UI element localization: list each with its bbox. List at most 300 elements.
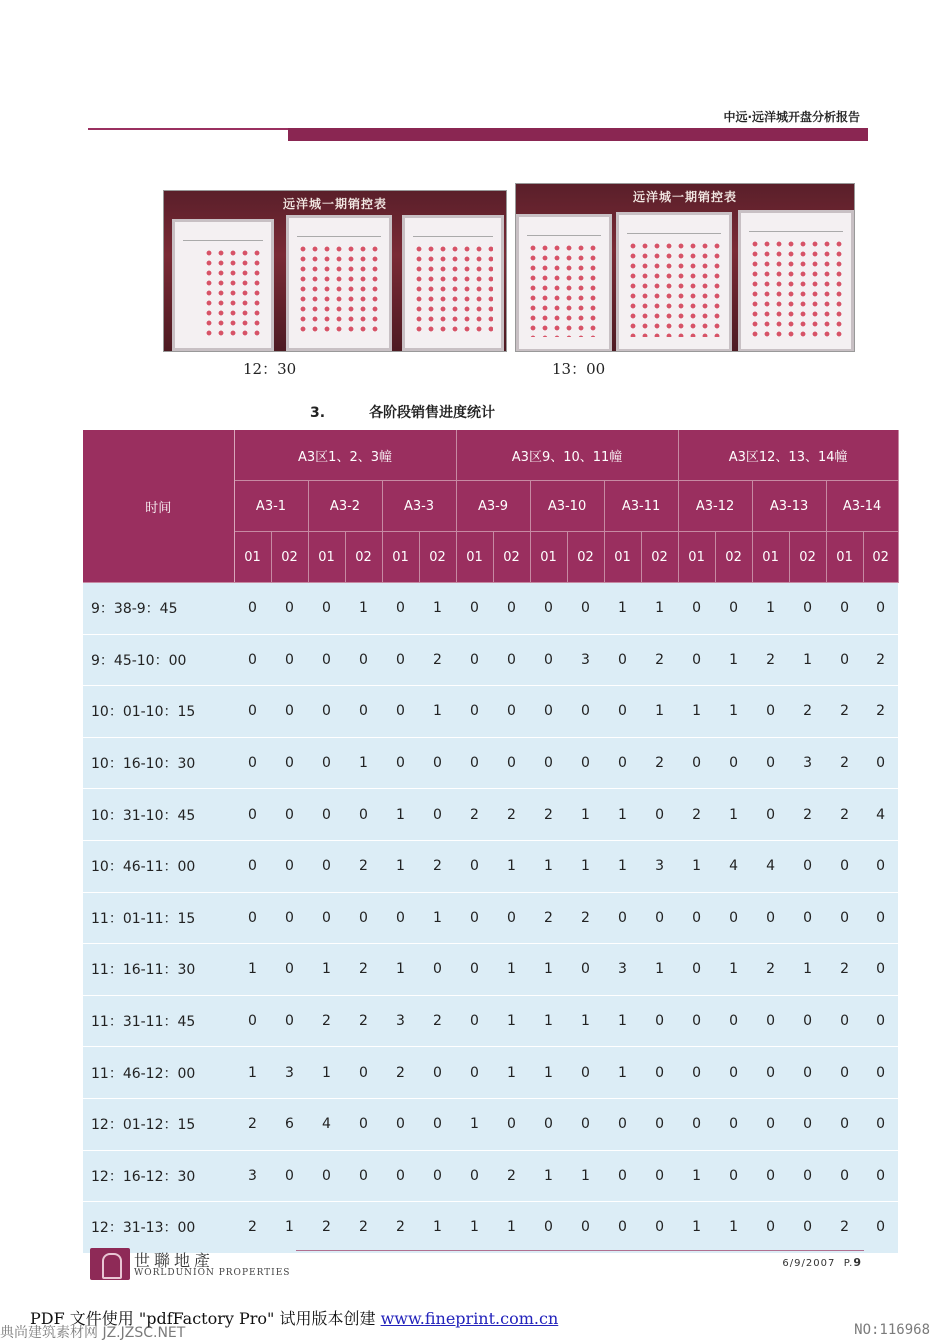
value-cell: 1 xyxy=(493,1047,530,1099)
value-cell: 1 xyxy=(678,686,715,738)
value-cell: 0 xyxy=(456,686,493,738)
value-cell: 1 xyxy=(789,944,826,996)
value-cell: 1 xyxy=(493,995,530,1047)
value-cell: 0 xyxy=(419,1098,456,1150)
value-cell: 0 xyxy=(715,583,752,635)
value-cell: 0 xyxy=(308,1150,345,1202)
value-cell: 0 xyxy=(678,583,715,635)
time-cell: 12：16-12：30 xyxy=(83,1150,234,1202)
value-cell: 1 xyxy=(567,995,604,1047)
pdf-note-text: PDF 文件使用 "pdfFactory Pro" 试用版本创建 xyxy=(30,1309,381,1328)
footer-date: 6/9/2007 xyxy=(782,1258,836,1269)
value-cell: 1 xyxy=(678,1150,715,1202)
table-row xyxy=(83,840,898,892)
value-cell: 0 xyxy=(456,840,493,892)
value-cell: 2 xyxy=(345,1202,382,1254)
value-cell: 1 xyxy=(715,944,752,996)
unit-header: 02 xyxy=(789,532,826,583)
value-cell: 2 xyxy=(456,789,493,841)
value-cell: 1 xyxy=(456,1202,493,1254)
value-cell: 2 xyxy=(826,686,863,738)
photo-caption-2: 13：00 xyxy=(552,360,606,378)
value-cell: 0 xyxy=(271,840,308,892)
unit-header: 01 xyxy=(530,532,567,583)
value-cell: 4 xyxy=(715,840,752,892)
value-cell: 1 xyxy=(715,1202,752,1254)
value-cell: 0 xyxy=(382,634,419,686)
value-cell: 2 xyxy=(641,634,678,686)
time-cell: 11：46-12：00 xyxy=(83,1047,234,1099)
value-cell: 1 xyxy=(789,634,826,686)
footer-logo-en: WORLDUNION PROPERTIES xyxy=(134,1268,291,1278)
value-cell: 0 xyxy=(345,634,382,686)
value-cell: 0 xyxy=(641,1047,678,1099)
value-cell: 0 xyxy=(382,686,419,738)
photo-banner: 远洋城一期销控表 xyxy=(632,190,737,204)
pdf-note-link[interactable]: www.fineprint.com.cn xyxy=(380,1309,559,1328)
value-cell: 0 xyxy=(826,995,863,1047)
time-cell: 11：31-11：45 xyxy=(83,995,234,1047)
value-cell: 2 xyxy=(308,1202,345,1254)
unit-header: 02 xyxy=(419,532,456,583)
time-cell: 9：38-9：45 xyxy=(83,583,234,635)
value-cell: 0 xyxy=(789,1150,826,1202)
value-cell: 2 xyxy=(234,1098,271,1150)
value-cell: 0 xyxy=(234,583,271,635)
value-cell: 0 xyxy=(530,583,567,635)
value-cell: 1 xyxy=(641,583,678,635)
table-row xyxy=(83,1098,898,1150)
value-cell: 0 xyxy=(826,1098,863,1150)
value-cell: 2 xyxy=(419,995,456,1047)
value-cell: 1 xyxy=(456,1098,493,1150)
value-cell: 1 xyxy=(382,944,419,996)
value-cell: 0 xyxy=(604,686,641,738)
building-header: A3-3 xyxy=(382,481,456,532)
value-cell: 2 xyxy=(826,1202,863,1254)
value-cell: 2 xyxy=(752,634,789,686)
footer-rule xyxy=(296,1250,864,1251)
value-cell: 0 xyxy=(234,634,271,686)
value-cell: 0 xyxy=(419,737,456,789)
footer-logo-cn: 世聯地產 xyxy=(134,1251,215,1270)
value-cell: 0 xyxy=(641,789,678,841)
value-cell: 0 xyxy=(456,1150,493,1202)
value-cell: 0 xyxy=(789,892,826,944)
value-cell: 0 xyxy=(789,1047,826,1099)
unit-header: 01 xyxy=(382,532,419,583)
value-cell: 0 xyxy=(567,1202,604,1254)
value-cell: 2 xyxy=(345,995,382,1047)
time-header: 时间 xyxy=(83,430,234,583)
value-cell: 0 xyxy=(715,892,752,944)
value-cell: 0 xyxy=(382,1098,419,1150)
value-cell: 3 xyxy=(234,1150,271,1202)
value-cell: 0 xyxy=(604,737,641,789)
value-cell: 0 xyxy=(234,789,271,841)
section-title-text: 各阶段销售进度统计 xyxy=(369,405,496,421)
table-row xyxy=(83,789,898,841)
value-cell: 0 xyxy=(826,583,863,635)
value-cell: 1 xyxy=(715,634,752,686)
value-cell: 0 xyxy=(308,737,345,789)
value-cell: 0 xyxy=(308,634,345,686)
value-cell: 3 xyxy=(567,634,604,686)
value-cell: 0 xyxy=(382,892,419,944)
value-cell: 0 xyxy=(567,1047,604,1099)
value-cell: 0 xyxy=(641,1202,678,1254)
value-cell: 6 xyxy=(271,1098,308,1150)
value-cell: 0 xyxy=(752,1047,789,1099)
value-cell: 1 xyxy=(641,686,678,738)
value-cell: 1 xyxy=(567,840,604,892)
header-rule-thick xyxy=(288,128,868,141)
value-cell: 0 xyxy=(345,686,382,738)
value-cell: 1 xyxy=(604,1047,641,1099)
building-header: A3-11 xyxy=(604,481,678,532)
unit-header: 02 xyxy=(715,532,752,583)
value-cell: 0 xyxy=(308,686,345,738)
value-cell: 1 xyxy=(234,944,271,996)
value-cell: 0 xyxy=(678,995,715,1047)
value-cell: 1 xyxy=(419,1202,456,1254)
value-cell: 0 xyxy=(752,995,789,1047)
unit-header: 02 xyxy=(493,532,530,583)
value-cell: 0 xyxy=(271,789,308,841)
photo-sales-board-1300 xyxy=(515,183,855,352)
value-cell: 0 xyxy=(493,583,530,635)
value-cell: 0 xyxy=(752,1202,789,1254)
value-cell: 0 xyxy=(604,1150,641,1202)
value-cell: 3 xyxy=(382,995,419,1047)
value-cell: 0 xyxy=(493,686,530,738)
value-cell: 0 xyxy=(641,1098,678,1150)
value-cell: 0 xyxy=(715,995,752,1047)
value-cell: 2 xyxy=(345,840,382,892)
value-cell: 0 xyxy=(789,840,826,892)
value-cell: 1 xyxy=(382,789,419,841)
value-cell: 0 xyxy=(567,686,604,738)
worldunion-logo xyxy=(90,1248,130,1280)
sales-progress-table xyxy=(83,430,899,1254)
value-cell: 0 xyxy=(382,737,419,789)
value-cell: 0 xyxy=(863,892,898,944)
building-header: A3-12 xyxy=(678,481,752,532)
value-cell: 1 xyxy=(604,995,641,1047)
time-cell: 12：31-13：00 xyxy=(83,1202,234,1254)
value-cell: 0 xyxy=(863,944,898,996)
value-cell: 0 xyxy=(604,1202,641,1254)
value-cell: 0 xyxy=(493,1098,530,1150)
value-cell: 1 xyxy=(345,737,382,789)
unit-header: 01 xyxy=(234,532,271,583)
footer-page-number: 9 xyxy=(853,1256,862,1269)
header-rule-thin xyxy=(88,128,288,130)
value-cell: 3 xyxy=(271,1047,308,1099)
value-cell: 0 xyxy=(419,1047,456,1099)
value-cell: 0 xyxy=(271,583,308,635)
value-cell: 0 xyxy=(752,892,789,944)
sales-board xyxy=(172,219,274,351)
footer-page-label: P. xyxy=(843,1258,854,1269)
time-cell: 11：16-11：30 xyxy=(83,944,234,996)
value-cell: 0 xyxy=(271,892,308,944)
table-row xyxy=(83,583,898,635)
table-row xyxy=(83,1202,898,1254)
value-cell: 0 xyxy=(826,1150,863,1202)
value-cell: 0 xyxy=(789,1098,826,1150)
value-cell: 4 xyxy=(863,789,898,841)
value-cell: 0 xyxy=(271,995,308,1047)
time-cell: 10：31-10：45 xyxy=(83,789,234,841)
value-cell: 0 xyxy=(752,1098,789,1150)
value-cell: 0 xyxy=(826,840,863,892)
time-cell: 12：01-12：15 xyxy=(83,1098,234,1150)
value-cell: 0 xyxy=(271,1150,308,1202)
building-header: A3-14 xyxy=(826,481,898,532)
value-cell: 1 xyxy=(678,1202,715,1254)
value-cell: 1 xyxy=(604,583,641,635)
value-cell: 0 xyxy=(456,583,493,635)
unit-header: 02 xyxy=(345,532,382,583)
unit-header: 01 xyxy=(826,532,863,583)
table-row xyxy=(83,634,898,686)
building-header: A3-10 xyxy=(530,481,604,532)
value-cell: 0 xyxy=(530,634,567,686)
value-cell: 2 xyxy=(493,789,530,841)
value-cell: 2 xyxy=(863,634,898,686)
value-cell: 1 xyxy=(530,944,567,996)
value-cell: 0 xyxy=(678,1098,715,1150)
value-cell: 0 xyxy=(863,995,898,1047)
value-cell: 2 xyxy=(493,1150,530,1202)
value-cell: 0 xyxy=(271,737,308,789)
unit-header: 02 xyxy=(863,532,898,583)
table-row xyxy=(83,892,898,944)
table-row xyxy=(83,1150,898,1202)
value-cell: 0 xyxy=(308,583,345,635)
value-cell: 0 xyxy=(863,583,898,635)
value-cell: 0 xyxy=(567,583,604,635)
unit-header: 01 xyxy=(678,532,715,583)
value-cell: 0 xyxy=(567,944,604,996)
unit-header: 01 xyxy=(604,532,641,583)
table-row xyxy=(83,1047,898,1099)
value-cell: 2 xyxy=(752,944,789,996)
value-cell: 0 xyxy=(530,686,567,738)
unit-header: 02 xyxy=(567,532,604,583)
value-cell: 1 xyxy=(752,583,789,635)
value-cell: 2 xyxy=(382,1047,419,1099)
value-cell: 1 xyxy=(308,1047,345,1099)
building-header: A3-9 xyxy=(456,481,530,532)
value-cell: 2 xyxy=(863,686,898,738)
value-cell: 3 xyxy=(604,944,641,996)
value-cell: 1 xyxy=(493,840,530,892)
value-cell: 0 xyxy=(308,789,345,841)
value-cell: 0 xyxy=(678,944,715,996)
value-cell: 0 xyxy=(345,1047,382,1099)
value-cell: 0 xyxy=(678,634,715,686)
unit-header: 02 xyxy=(271,532,308,583)
table-row xyxy=(83,737,898,789)
value-cell: 0 xyxy=(789,995,826,1047)
value-cell: 1 xyxy=(419,892,456,944)
value-cell: 2 xyxy=(567,892,604,944)
value-cell: 1 xyxy=(530,995,567,1047)
group-header: A3区12、13、14幢 xyxy=(678,430,898,481)
value-cell: 2 xyxy=(789,686,826,738)
value-cell: 0 xyxy=(567,1098,604,1150)
time-cell: 10：46-11：00 xyxy=(83,840,234,892)
value-cell: 0 xyxy=(456,944,493,996)
value-cell: 2 xyxy=(419,634,456,686)
value-cell: 0 xyxy=(715,1047,752,1099)
value-cell: 2 xyxy=(530,892,567,944)
value-cell: 1 xyxy=(234,1047,271,1099)
value-cell: 1 xyxy=(271,1202,308,1254)
value-cell: 0 xyxy=(234,686,271,738)
watermark-right: NO:116968 xyxy=(854,1322,930,1338)
value-cell: 0 xyxy=(826,892,863,944)
sales-board xyxy=(738,210,854,352)
value-cell: 0 xyxy=(419,789,456,841)
value-cell: 0 xyxy=(863,1202,898,1254)
value-cell: 0 xyxy=(715,1098,752,1150)
value-cell: 3 xyxy=(789,737,826,789)
value-cell: 0 xyxy=(234,995,271,1047)
value-cell: 1 xyxy=(715,789,752,841)
value-cell: 0 xyxy=(752,737,789,789)
value-cell: 1 xyxy=(641,944,678,996)
value-cell: 0 xyxy=(604,892,641,944)
value-cell: 2 xyxy=(826,737,863,789)
sales-board xyxy=(616,212,732,352)
value-cell: 1 xyxy=(530,1150,567,1202)
value-cell: 0 xyxy=(382,1150,419,1202)
value-cell: 1 xyxy=(530,1047,567,1099)
value-cell: 0 xyxy=(345,1150,382,1202)
value-cell: 0 xyxy=(789,1202,826,1254)
time-cell: 11：01-11：15 xyxy=(83,892,234,944)
value-cell: 2 xyxy=(419,840,456,892)
value-cell: 0 xyxy=(641,995,678,1047)
value-cell: 0 xyxy=(308,892,345,944)
value-cell: 0 xyxy=(234,840,271,892)
time-cell: 10：16-10：30 xyxy=(83,737,234,789)
header-row-groups xyxy=(83,430,898,481)
value-cell: 1 xyxy=(530,840,567,892)
value-cell: 0 xyxy=(863,840,898,892)
value-cell: 0 xyxy=(752,1150,789,1202)
value-cell: 0 xyxy=(456,892,493,944)
value-cell: 2 xyxy=(530,789,567,841)
photo-caption-1: 12：30 xyxy=(243,360,297,378)
value-cell: 0 xyxy=(826,634,863,686)
section-number: 3. xyxy=(310,405,326,421)
value-cell: 0 xyxy=(715,1150,752,1202)
sales-board xyxy=(516,214,612,352)
header-title: 中远·远洋城开盘分析报告 xyxy=(723,110,860,124)
photo-banner: 远洋城一期销控表 xyxy=(282,197,387,211)
value-cell: 1 xyxy=(493,1202,530,1254)
value-cell: 0 xyxy=(419,1150,456,1202)
value-cell: 0 xyxy=(456,634,493,686)
value-cell: 3 xyxy=(641,840,678,892)
value-cell: 0 xyxy=(234,737,271,789)
value-cell: 1 xyxy=(419,686,456,738)
value-cell: 1 xyxy=(567,789,604,841)
section-title xyxy=(310,402,495,422)
unit-header: 01 xyxy=(308,532,345,583)
group-header: A3区1、2、3幢 xyxy=(234,430,456,481)
value-cell: 0 xyxy=(678,892,715,944)
value-cell: 2 xyxy=(308,995,345,1047)
building-header: A3-13 xyxy=(752,481,826,532)
value-cell: 0 xyxy=(863,1098,898,1150)
building-header: A3-2 xyxy=(308,481,382,532)
value-cell: 1 xyxy=(567,1150,604,1202)
time-cell: 10：01-10：15 xyxy=(83,686,234,738)
value-cell: 0 xyxy=(456,737,493,789)
footer-date-page xyxy=(782,1256,862,1269)
value-cell: 0 xyxy=(234,892,271,944)
value-cell: 1 xyxy=(345,583,382,635)
value-cell: 0 xyxy=(715,737,752,789)
value-cell: 0 xyxy=(382,583,419,635)
value-cell: 0 xyxy=(752,789,789,841)
watermark-left: 典尚建筑素材网 JZ.JZSC.NET xyxy=(0,1325,186,1341)
value-cell: 0 xyxy=(567,737,604,789)
value-cell: 0 xyxy=(604,1098,641,1150)
value-cell: 0 xyxy=(863,1047,898,1099)
unit-header: 02 xyxy=(641,532,678,583)
value-cell: 1 xyxy=(715,686,752,738)
value-cell: 4 xyxy=(308,1098,345,1150)
value-cell: 1 xyxy=(382,840,419,892)
value-cell: 0 xyxy=(826,1047,863,1099)
value-cell: 0 xyxy=(604,634,641,686)
table-row xyxy=(83,944,898,996)
unit-header: 01 xyxy=(456,532,493,583)
value-cell: 0 xyxy=(530,1202,567,1254)
value-cell: 2 xyxy=(641,737,678,789)
sales-board xyxy=(286,215,392,351)
value-cell: 0 xyxy=(493,737,530,789)
value-cell: 1 xyxy=(308,944,345,996)
value-cell: 0 xyxy=(456,995,493,1047)
building-header: A3-1 xyxy=(234,481,308,532)
value-cell: 0 xyxy=(345,892,382,944)
sales-board xyxy=(402,215,504,351)
group-header: A3区9、10、11幢 xyxy=(456,430,678,481)
value-cell: 0 xyxy=(419,944,456,996)
value-cell: 0 xyxy=(271,944,308,996)
value-cell: 0 xyxy=(271,686,308,738)
value-cell: 2 xyxy=(678,789,715,841)
value-cell: 0 xyxy=(863,1150,898,1202)
value-cell: 0 xyxy=(678,737,715,789)
value-cell: 0 xyxy=(345,1098,382,1150)
value-cell: 0 xyxy=(752,686,789,738)
value-cell: 0 xyxy=(678,1047,715,1099)
value-cell: 0 xyxy=(641,892,678,944)
value-cell: 0 xyxy=(493,892,530,944)
value-cell: 0 xyxy=(863,737,898,789)
value-cell: 0 xyxy=(456,1047,493,1099)
table-row xyxy=(83,995,898,1047)
value-cell: 4 xyxy=(752,840,789,892)
